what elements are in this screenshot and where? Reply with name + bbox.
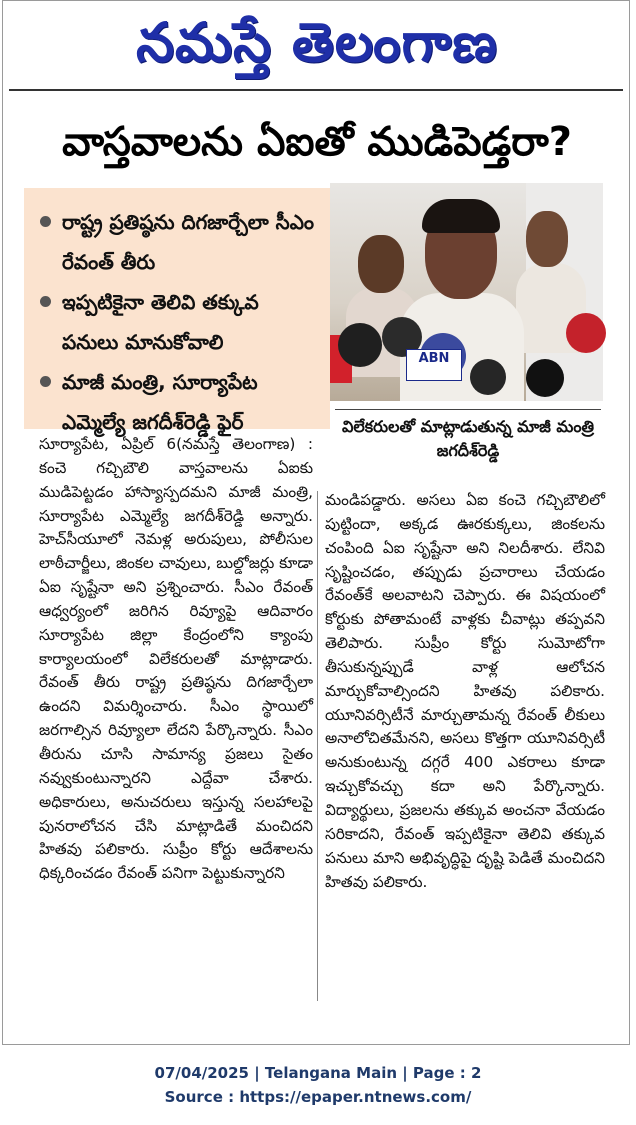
- highlight-text: రాష్ట్ర ప్రతిష్ఠను దిగజార్చేలా సీఎం రేవంత్ తీరు: [62, 210, 315, 274]
- photo-caption: విలేకరులతో మాట్లాడుతున్న మాజీ మంత్రి జగదీశ్‌రెడ్డి: [342, 417, 594, 460]
- microphone-icon: [526, 359, 564, 397]
- bullet-icon: [40, 216, 51, 227]
- article-body-left: సూర్యాపేట, ఏప్రిల్ 6(నమస్తే తెలంగాణ) : కంచె గచ్చిబౌలి వాస్తవాలను ఏఐకు ముడిపెట్టడం హాస్యాస్పదమని మాజీ మంత్రి, సూర్యాపేట ఎమ్మెల్యే జగదీశ్‌రెడ్డి అన్నారు. హెచ్‌సీయూలో నెమళ్ల అరుపులు, పోలీసుల లాఠీచార్జీలు, జింకల చావులు, బుల్డోజర్లు కూడా ఏఐ సృష్టేనా అని ప్రశ్నించారు. సీఎం రేవంత్ ఆధ్వర్యంలో జరిగిన రివ్యూపై ఆదివారం సూర్యాపేట జిల్లా కేంద్రంలోని క్యాంపు కార్యాలయంలో విలేకరులతో మాట్లాడారు. రేవంత్ తీరు రాష్ట్ర ప్రతిష్ఠను దిగజార్చేలా ఉందని విమర్శించారు. సీఎం స్థాయిలో జరగాల్సిన రివ్యూలా లేదని పేర్కొన్నారు. సీఎం తీరును చూసి సామాన్య ప్రజలు సైతం నవ్వుకుంటున్నారని ఎద్దేవా చేశారు. అధికారులు, అనుచరులు ఇస్తున్న సలహాలపై పునరాలోచన చేసి మాట్లాడితే మంచిదని హితవు పలికారు. సుప్రీం కోర్టు ఆదేశాలను ధిక్కరించడం రేవంత్ పనిగా పెట్టుకున్నారని: [39, 435, 313, 883]
- person-left-head: [358, 235, 404, 293]
- masthead-rule: [9, 89, 623, 91]
- microphone-icon: [566, 313, 606, 353]
- highlight-text: ఇప్పటికైనా తెలివి తక్కువ పనులు మానుకోవాలి: [62, 290, 259, 354]
- article-headline: వాస్తవాలను ఏఐతో ముడిపెడ్తరా?: [62, 119, 572, 165]
- speaker-hair: [422, 199, 500, 233]
- microphone-icon: [338, 323, 382, 367]
- highlight-item: [38, 202, 320, 282]
- highlight-item: [38, 362, 320, 442]
- news-photo: [330, 183, 603, 401]
- news-clipping: [2, 0, 630, 1045]
- column-divider: [317, 491, 318, 1001]
- bullet-icon: [40, 296, 51, 307]
- highlight-text: మాజీ మంత్రి, సూర్యాపేట ఎమ్మెల్యే జగదీశ్‌రెడ్డి ఫైర్: [62, 370, 258, 434]
- highlights-box: [24, 188, 330, 434]
- microphone-icon: [470, 359, 506, 395]
- person-right-head: [526, 211, 568, 267]
- newspaper-masthead: నమస్తే తెలంగాణ: [136, 11, 498, 74]
- highlight-item: [38, 282, 320, 362]
- abn-logo: ABN: [406, 349, 462, 381]
- article-body-right: మండిపడ్డారు. అసలు ఏఐ కంచె గచ్చిబౌలిలో పుట్టిందా, అక్కడ ఊరకుక్కలు, జింకలను చంపింది ఏఐ సృష్టేనా అని నిలదీశారు. లేనివి సృష్టించడం, తప్పుడు ప్రచారాలు చేయడం రేవంత్‌కే అలవాటని చెప్పారు. ఈ విషయంలో కోర్టుకు పోతామంటే వాళ్లకు చీవాట్లు తప్పవని తెలిపారు. సుప్రీం కోర్టు సుమోటోగా తీసుకున్నప్పుడే వాళ్ల ఆలోచన మార్చుకోవాల్సిందని హితవు పలికారు. యూనివర్సిటీనే మార్చుతామన్న రేవంత్ లీకులు అనాలోచితమేనని, అసలు కొత్తగా యూనివర్సిటీ అనుకుంటున్న దగ్గరే 400 ఎకరాలు కూడా ఇచ్చుకోవచ్చు కదా అని పేర్కొన్నారు. విద్యార్థులు, ప్రజలను తక్కువ అంచనా వేయడం సరికాదని, రేవంత్ ఇప్పటికైనా తెలివి తక్కువ పనులు మాని అభివృద్ధిపై దృష్టి పెడితే మంచిదని హితవు పలికారు.: [325, 491, 605, 891]
- caption-rule: [335, 409, 601, 410]
- footer-edition-line: 07/04/2025 | Telangana Main | Page : 2: [154, 1064, 482, 1082]
- bullet-icon: [40, 376, 51, 387]
- footer-source-line: Source : https://epaper.ntnews.com/: [164, 1088, 472, 1106]
